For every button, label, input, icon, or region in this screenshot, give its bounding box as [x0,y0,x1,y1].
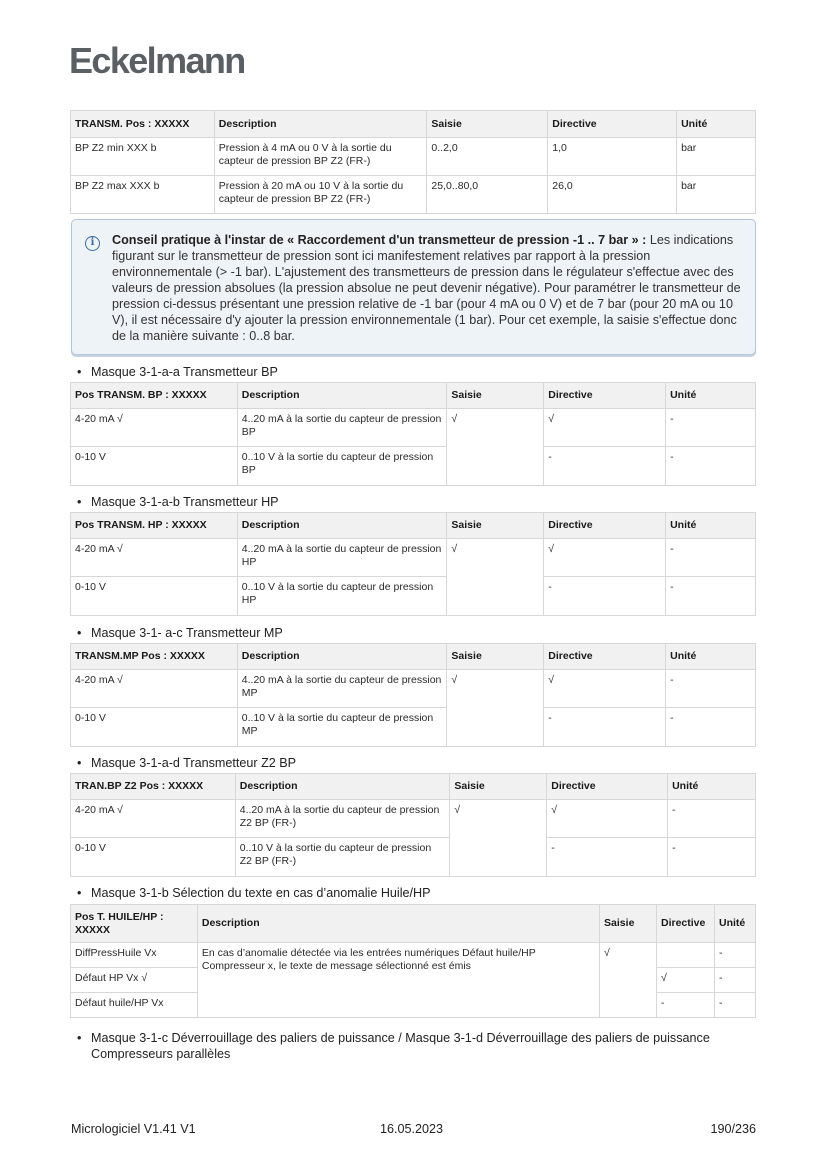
footer-date: 16.05.2023 [380,1122,444,1136]
column-header: Directive [657,905,715,943]
footer-page-number: 190/236 [710,1122,756,1136]
column-header: Directive [544,644,666,670]
transm-bp-z2-table [70,110,756,214]
transmitter-table [70,512,756,616]
table-cell: - [668,838,756,877]
table-cell: - [714,968,755,993]
table-cell: √ [447,539,544,616]
footer-left: Micrologiciel V1.41 V1 [71,1122,196,1136]
table-row [71,943,756,968]
table-cell: 0..10 V à la sortie du capteur de pression BP [237,447,447,486]
section-bullet: • Masque 3-1-a-d Transmetteur Z2 BP [77,756,297,770]
column-header: Description [235,774,450,800]
table-cell: 4..20 mA à la sortie du capteur de pression Z2 BP (FR-) [235,800,450,838]
table-cell: - [666,577,756,616]
column-header: Saisie [447,383,544,409]
table-cell: 0..10 V à la sortie du capteur de pression MP [237,708,447,747]
table-cell: 4-20 mA √ [71,409,238,447]
table-cell: - [666,447,756,486]
section-bullet: • Masque 3-1-a-b Transmetteur HP [77,495,279,509]
transmitter-table [70,382,756,486]
table-cell: Défaut HP Vx √ [71,968,198,993]
column-header: TRAN.BP Z2 Pos : XXXXX [71,774,236,800]
column-header: Pos TRANSM. HP : XXXXX [71,513,238,539]
table-cell: En cas d’anomalie détectée via les entrées numériques Défaut huile/HP Compresseur x, le texte de message sélectionné est émis [197,943,599,1018]
section-bullet: • Masque 3-1- a-c Transmetteur MP [77,626,283,640]
section-bullet-text: Masque 3-1-c Déverrouillage des paliers de puissance / Masque 3-1-d Déverrouillage des paliers de puissance Compresseurs parallèles [91,1031,710,1061]
table-row [71,800,756,838]
section-bullet-text: Masque 3-1-a-d Transmetteur Z2 BP [91,756,297,770]
practical-tip-note [71,219,756,355]
table-cell: √ [547,800,668,838]
table-cell: √ [657,968,715,993]
table-cell: 0..10 V à la sortie du capteur de pression Z2 BP (FR-) [235,838,450,877]
table-cell: - [666,708,756,747]
company-logo: Eckelmann [69,40,245,81]
table-cell: √ [450,800,547,877]
table-cell: Pression à 4 mA ou 0 V à la sortie du capteur de pression BP Z2 (FR-) [214,138,427,176]
table-cell: 0..10 V à la sortie du capteur de pression HP [237,577,447,616]
column-header: Description [237,383,447,409]
section-bullet-text: Masque 3-1-b Sélection du texte en cas d’anomalie Huile/HP [91,886,431,900]
table-cell: BP Z2 min XXX b [71,138,215,176]
column-header: Directive [544,383,666,409]
table-header-row [71,644,756,670]
table-cell: - [666,539,756,577]
table-cell: bar [677,176,756,214]
table-cell: bar [677,138,756,176]
column-header: Unité [666,644,756,670]
table-header-row [71,111,756,138]
transmitter-table [70,643,756,747]
note-body: Les indications figurant sur le transmetteur de pression sont ici manifestement relatives par rapport à la pression environnementale (> -1 bar). L'ajustement des transmetteurs de pression dans le régulateur s'effectue avec des valeurs de pression absolues (la pression absolue ne peut devenir négative). Pour paramétrer le transmetteur de pression ci-dessus présentant une pression relative de -1 bar (pour 4 mA ou 0 V) et de 7 bar (pour 20 mA ou 10 V), il est nécessaire d'y ajouter la pression environnementale (1 bar). Pour cet exemple, la saisie s'effectue donc de la manière suivante : 0..8 bar. [112,233,741,343]
section-bullet-text: Masque 3-1-a-b Transmetteur HP [91,495,279,509]
transmitter-table [70,773,756,877]
note-text [112,232,748,344]
table-cell: - [666,670,756,708]
table-row [71,409,756,447]
column-header: Description [237,644,447,670]
section-bullet-text: Masque 3-1-a-a Transmetteur BP [91,365,278,379]
column-header: Pos TRANSM. BP : XXXXX [71,383,238,409]
section-bullet: • Masque 3-1-b Sélection du texte en cas d’anomalie Huile/HP [77,886,431,900]
table-cell: √ [544,670,666,708]
table-cell: √ [544,409,666,447]
table-cell: 4-20 mA √ [71,670,238,708]
column-header: Unité [668,774,756,800]
column-header: Directive [547,774,668,800]
table-header-row [71,513,756,539]
column-header: Description [197,905,599,943]
table-cell: Défaut huile/HP Vx [71,993,198,1018]
table-row [71,176,756,214]
table-cell: DiffPressHuile Vx [71,943,198,968]
section-bullet-text: Masque 3-1- a-c Transmetteur MP [91,626,283,640]
note-title: Conseil pratique à l'instar de « Raccordement d'un transmetteur de pression -1 .. 7 bar » : [112,233,647,247]
table-row [71,708,756,747]
table-cell: 4-20 mA √ [71,539,238,577]
table-cell: 0-10 V [71,838,236,877]
table-cell: 1,0 [548,138,677,176]
table-cell: 0-10 V [71,577,238,616]
table-row [71,577,756,616]
table-cell: - [657,993,715,1018]
column-header: Saisie [600,905,657,943]
section-bullet: • Masque 3-1-c Déverrouillage des paliers de puissance / Masque 3-1-d Déverrouillage des paliers de puissance Compresseurs parallèles [77,1030,727,1062]
huile-hp-table [70,904,756,1018]
table-cell: - [714,943,755,968]
table-cell: - [544,708,666,747]
column-header: Directive [548,111,677,138]
table-header-row [71,905,756,943]
table-cell: - [714,993,755,1018]
table-header-row [71,774,756,800]
table-row [71,539,756,577]
table-cell: - [547,838,668,877]
table-row [71,138,756,176]
table-cell: BP Z2 max XXX b [71,176,215,214]
column-header: Saisie [447,513,544,539]
column-header: Description [237,513,447,539]
column-header: TRANSM.MP Pos : XXXXX [71,644,238,670]
column-header: Saisie [450,774,547,800]
table-cell: - [544,447,666,486]
table-cell: 0-10 V [71,708,238,747]
column-header: Saisie [427,111,548,138]
table-cell: 4..20 mA à la sortie du capteur de pression HP [237,539,447,577]
table-cell: 4-20 mA √ [71,800,236,838]
table-header-row [71,383,756,409]
column-header: Saisie [447,644,544,670]
table-cell: 0-10 V [71,447,238,486]
table-cell: Pression à 20 mA ou 10 V à la sortie du capteur de pression BP Z2 (FR-) [214,176,427,214]
column-header: Unité [666,383,756,409]
info-icon: i [85,236,100,251]
table-cell: 0..2,0 [427,138,548,176]
column-header: Directive [544,513,666,539]
table-cell: 25,0..80,0 [427,176,548,214]
column-header: Unité [666,513,756,539]
table-cell: √ [600,943,657,1018]
column-header: Description [214,111,427,138]
table-cell: √ [447,670,544,747]
column-header: Unité [677,111,756,138]
table-cell: √ [447,409,544,486]
table-row [71,670,756,708]
table-cell: √ [544,539,666,577]
table-cell [657,943,715,968]
table-cell: - [666,409,756,447]
table-cell: 4..20 mA à la sortie du capteur de pression BP [237,409,447,447]
column-header: Pos T. HUILE/HP : XXXXX [71,905,198,943]
column-header: Unité [714,905,755,943]
table-cell: 4..20 mA à la sortie du capteur de pression MP [237,670,447,708]
table-cell: - [668,800,756,838]
column-header: TRANSM. Pos : XXXXX [71,111,215,138]
table-cell: 26,0 [548,176,677,214]
table-row [71,838,756,877]
section-bullet: • Masque 3-1-a-a Transmetteur BP [77,365,278,379]
table-row [71,447,756,486]
table-cell: - [544,577,666,616]
